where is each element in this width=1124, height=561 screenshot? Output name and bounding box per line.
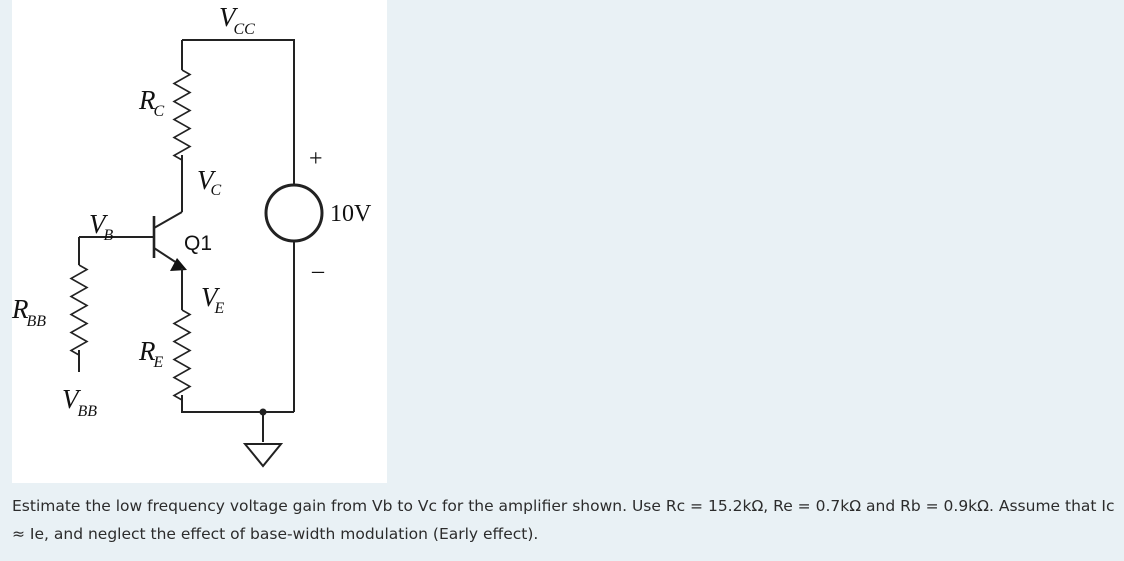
question-text: Estimate the low frequency voltage gain from Vb to Vc for the amplifier shown. Use Rc = 15.2kΩ, Re = 0.7kΩ and Rb = 0.9kΩ. Assume that Ic ≈ Ie, and neglect the effect of base-width modulation (Early effect). <box>12 497 1115 543</box>
base-wire <box>79 237 154 265</box>
rc-label: RC <box>139 85 165 120</box>
rc-resistor <box>174 70 190 160</box>
vcc-rail <box>182 40 294 178</box>
collector-wire <box>154 155 182 228</box>
ground-icon <box>245 444 281 466</box>
rbb-resistor <box>71 265 87 355</box>
vc-label: VC <box>197 165 222 199</box>
transistor-label: Q1 <box>184 232 213 255</box>
source-minus-sign: – <box>312 258 324 284</box>
voltage-source-10v <box>266 178 322 412</box>
ground-rail <box>182 395 294 466</box>
re-label: RE <box>139 336 164 371</box>
re-resistor <box>174 310 190 400</box>
vcc-label: VCC <box>219 2 255 38</box>
source-value-label: 10V <box>330 201 372 227</box>
rbb-label: RBB <box>12 294 47 330</box>
ve-label: VE <box>201 282 225 317</box>
vbb-label: VBB <box>62 384 98 420</box>
vb-label: VB <box>89 209 114 244</box>
source-plus-sign: + <box>309 146 323 172</box>
